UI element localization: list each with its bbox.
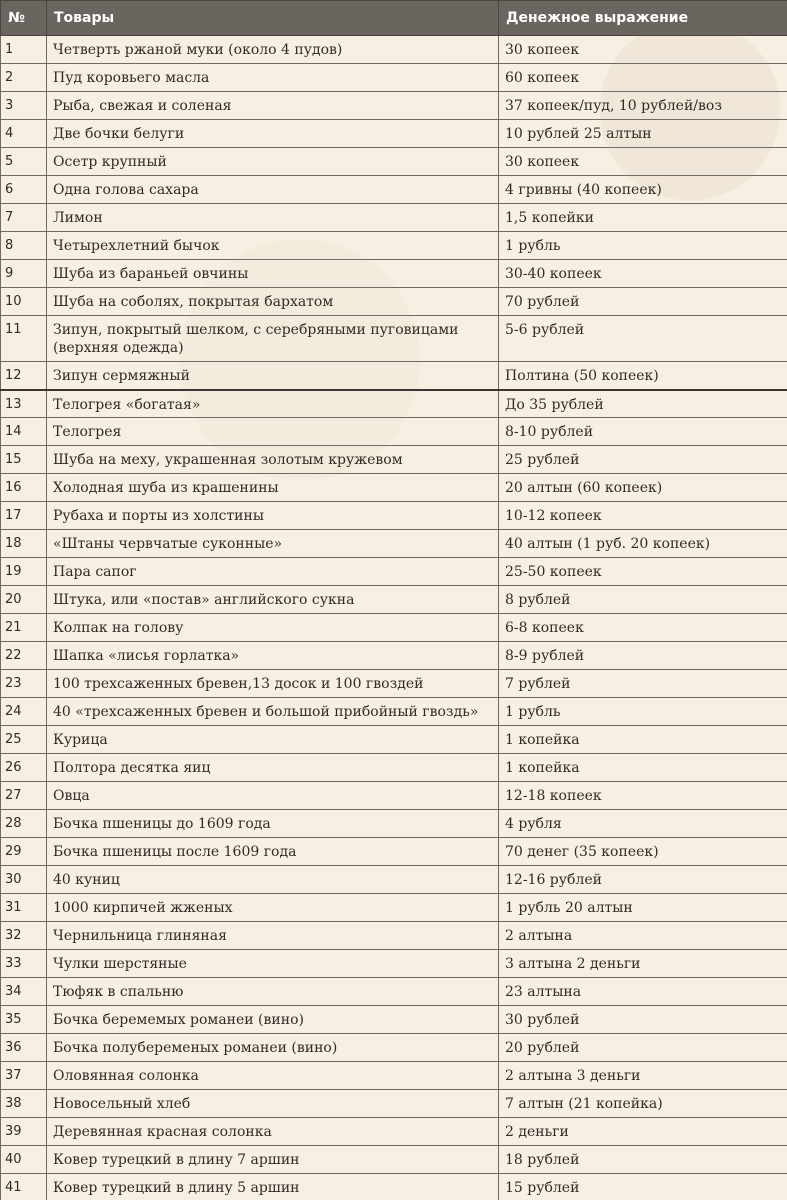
- row-number: 35: [5, 1012, 22, 1027]
- row-price: 15 рублей: [505, 1180, 580, 1196]
- table-row: [1, 148, 787, 176]
- row-item: Одна голова сахара: [53, 182, 199, 198]
- row-item-cell: [47, 390, 499, 418]
- row-number: 39: [5, 1124, 22, 1139]
- row-item-cell: [47, 698, 499, 726]
- row-number: 14: [5, 424, 22, 439]
- row-number: 16: [5, 480, 22, 495]
- table-row: [1, 894, 787, 922]
- row-price-cell: [499, 204, 787, 232]
- row-number: 37: [5, 1068, 22, 1083]
- row-item: Осетр крупный: [53, 154, 167, 170]
- row-price-cell: [499, 120, 787, 148]
- row-item-cell: [47, 586, 499, 614]
- row-item: Бочка беремемых романеи (вино): [53, 1012, 304, 1028]
- table-row: [1, 922, 787, 950]
- row-item-cell: [47, 418, 499, 446]
- row-price: 4 гривны (40 копеек): [505, 182, 662, 198]
- row-number-cell: [1, 586, 47, 614]
- table-row: [1, 978, 787, 1006]
- row-price: 1 рубль: [505, 704, 561, 720]
- table-row: [1, 670, 787, 698]
- row-item: Новосельный хлеб: [53, 1096, 191, 1112]
- table-row: [1, 586, 787, 614]
- row-number-cell: [1, 726, 47, 754]
- row-item-cell: [47, 288, 499, 316]
- row-number-cell: [1, 782, 47, 810]
- row-item: Холодная шуба из крашенины: [53, 480, 279, 496]
- row-number: 34: [5, 984, 22, 999]
- row-price-cell: [499, 36, 787, 64]
- row-number: 11: [5, 322, 22, 337]
- row-price: 8-9 рублей: [505, 648, 585, 664]
- row-number: 12: [5, 368, 22, 383]
- row-price: 40 алтын (1 руб. 20 копеек): [505, 536, 711, 552]
- row-number: 27: [5, 788, 22, 803]
- row-number: 30: [5, 872, 22, 887]
- row-number: 10: [5, 294, 22, 309]
- row-item-cell: [47, 446, 499, 474]
- table-row: [1, 838, 787, 866]
- table-row: [1, 1146, 787, 1174]
- row-item-cell: [47, 642, 499, 670]
- row-number: 23: [5, 676, 22, 691]
- row-price: 70 денег (35 копеек): [505, 844, 659, 860]
- row-number: 28: [5, 816, 22, 831]
- row-number-cell: [1, 1146, 47, 1174]
- row-price-cell: [499, 670, 787, 698]
- row-price: 6-8 копеек: [505, 620, 584, 636]
- row-number: 6: [5, 182, 14, 197]
- row-price: 25 рублей: [505, 452, 580, 468]
- row-number-cell: [1, 148, 47, 176]
- row-item-cell: [47, 810, 499, 838]
- row-price-cell: [499, 530, 787, 558]
- header-items: Товары: [47, 1, 499, 36]
- row-number-cell: [1, 92, 47, 120]
- row-item: Пара сапог: [53, 564, 137, 580]
- row-item: Телогрея: [53, 424, 122, 440]
- table-row: [1, 950, 787, 978]
- table-row: [1, 866, 787, 894]
- row-number: 7: [5, 210, 14, 225]
- row-item-cell: [47, 782, 499, 810]
- row-price-cell: [499, 1034, 787, 1062]
- table-row: [1, 698, 787, 726]
- row-item: Чернильница глиняная: [53, 928, 227, 944]
- row-number-cell: [1, 1006, 47, 1034]
- row-price-cell: [499, 586, 787, 614]
- row-price-cell: [499, 1146, 787, 1174]
- row-price-cell: [499, 260, 787, 288]
- row-number: 4: [5, 126, 14, 141]
- table-row: [1, 1006, 787, 1034]
- table-row: [1, 474, 787, 502]
- row-price-cell: [499, 232, 787, 260]
- row-number-cell: [1, 502, 47, 530]
- row-item-cell: [47, 1174, 499, 1200]
- row-price: 7 алтын (21 копейка): [505, 1096, 663, 1112]
- row-item-cell: [47, 978, 499, 1006]
- row-price: 4 рубля: [505, 816, 562, 832]
- row-price: 1 рубль: [505, 238, 561, 254]
- table-header: [1, 1, 787, 36]
- header-row: [1, 1, 787, 36]
- row-number-cell: [1, 866, 47, 894]
- table-row: [1, 120, 787, 148]
- row-item-cell: [47, 120, 499, 148]
- row-item-cell: [47, 1062, 499, 1090]
- row-number: 9: [5, 266, 14, 281]
- table-row: [1, 1118, 787, 1146]
- row-item: Деревянная красная солонка: [53, 1124, 272, 1140]
- row-number-cell: [1, 176, 47, 204]
- row-number: 26: [5, 760, 22, 775]
- row-number-cell: [1, 288, 47, 316]
- row-price-cell: [499, 64, 787, 92]
- row-item: Зипун сермяжный: [53, 368, 190, 384]
- row-item: 100 трехсаженных бревен,13 досок и 100 гвоздей: [53, 676, 424, 692]
- row-item: 1000 кирпичей жженых: [53, 900, 233, 916]
- row-item: Рубаха и порты из холстины: [53, 508, 264, 524]
- row-price-cell: [499, 614, 787, 642]
- row-price: 30 рублей: [505, 1012, 580, 1028]
- row-number: 1: [5, 42, 14, 57]
- table-row: [1, 418, 787, 446]
- row-item-cell: [47, 474, 499, 502]
- row-price-cell: [499, 838, 787, 866]
- row-price: 30 копеек: [505, 42, 580, 58]
- table-row: [1, 316, 787, 362]
- row-item-cell: [47, 260, 499, 288]
- row-item-cell: [47, 922, 499, 950]
- row-item: Бочка пшеницы до 1609 года: [53, 816, 271, 832]
- row-price-cell: [499, 726, 787, 754]
- row-number: 19: [5, 564, 22, 579]
- row-item: «Штаны червчатые суконные»: [53, 536, 283, 552]
- row-price: До 35 рублей: [505, 396, 604, 413]
- row-price: 30-40 копеек: [505, 266, 602, 282]
- row-number-cell: [1, 64, 47, 92]
- row-item-cell: [47, 232, 499, 260]
- row-number-cell: [1, 1174, 47, 1200]
- row-price: Полтина (50 копеек): [505, 368, 659, 384]
- table-row: [1, 642, 787, 670]
- row-item: Лимон: [53, 210, 103, 226]
- row-item-cell: [47, 36, 499, 64]
- row-price-cell: [499, 810, 787, 838]
- table-row: [1, 232, 787, 260]
- row-item-cell: [47, 614, 499, 642]
- row-item: Пуд коровьего масла: [53, 70, 210, 86]
- row-number-cell: [1, 978, 47, 1006]
- table-row: [1, 810, 787, 838]
- row-number: 17: [5, 508, 22, 523]
- row-price-cell: [499, 950, 787, 978]
- row-price-cell: [499, 1062, 787, 1090]
- row-price-cell: [499, 316, 787, 362]
- row-number-cell: [1, 698, 47, 726]
- row-item-cell: [47, 754, 499, 782]
- row-price: 1 рубль 20 алтын: [505, 900, 633, 916]
- row-price: 5-6 рублей: [505, 322, 585, 338]
- table-row: [1, 1090, 787, 1118]
- table-row: [1, 176, 787, 204]
- row-price: 37 копеек/пуд, 10 рублей/воз: [505, 98, 722, 114]
- row-item: Курица: [53, 732, 108, 748]
- row-price-cell: [499, 754, 787, 782]
- row-number-cell: [1, 474, 47, 502]
- row-item: Две бочки белуги: [53, 126, 185, 142]
- row-price: 8-10 рублей: [505, 424, 594, 440]
- row-price-cell: [499, 148, 787, 176]
- row-price-cell: [499, 288, 787, 316]
- row-price: 25-50 копеек: [505, 564, 602, 580]
- row-price-cell: [499, 390, 787, 418]
- row-item-cell: [47, 316, 499, 362]
- row-price-cell: [499, 782, 787, 810]
- row-item-cell: [47, 1146, 499, 1174]
- row-price: 70 рублей: [505, 294, 580, 310]
- row-item: Зипун, покрытый шелком, с серебряными пуговицами (верхняя одежда): [53, 322, 459, 356]
- row-number-cell: [1, 838, 47, 866]
- row-item-cell: [47, 148, 499, 176]
- table-row: [1, 446, 787, 474]
- table-row: [1, 1034, 787, 1062]
- row-number-cell: [1, 362, 47, 390]
- row-item-cell: [47, 1090, 499, 1118]
- header-number: №: [1, 1, 47, 36]
- row-number: 15: [5, 452, 22, 467]
- row-number: 22: [5, 648, 22, 663]
- row-item-cell: [47, 92, 499, 120]
- row-price-cell: [499, 894, 787, 922]
- row-number-cell: [1, 1090, 47, 1118]
- row-number: 24: [5, 704, 22, 719]
- row-price-cell: [499, 176, 787, 204]
- row-item: Полтора десятка яиц: [53, 760, 211, 776]
- table-body: [1, 36, 787, 1200]
- row-number-cell: [1, 922, 47, 950]
- row-price-cell: [499, 362, 787, 390]
- row-number: 41: [5, 1180, 22, 1195]
- row-number: 33: [5, 956, 22, 971]
- row-price: 8 рублей: [505, 592, 571, 608]
- row-item: 40 «трехсаженных бревен и большой прибойный гвоздь»: [53, 704, 479, 720]
- row-number: 32: [5, 928, 22, 943]
- row-price-cell: [499, 474, 787, 502]
- row-number-cell: [1, 390, 47, 418]
- row-item-cell: [47, 530, 499, 558]
- row-item: Шуба из бараньей овчины: [53, 266, 249, 282]
- row-price: 2 алтына: [505, 928, 573, 944]
- row-number: 18: [5, 536, 22, 551]
- row-price: 3 алтына 2 деньги: [505, 956, 641, 972]
- row-price: 2 алтына 3 деньги: [505, 1068, 641, 1084]
- row-item-cell: [47, 204, 499, 232]
- table-row: [1, 530, 787, 558]
- row-price-cell: [499, 642, 787, 670]
- row-number: 40: [5, 1152, 22, 1167]
- row-number: 8: [5, 238, 14, 253]
- row-price-cell: [499, 978, 787, 1006]
- row-item: Шуба на соболях, покрытая бархатом: [53, 294, 334, 310]
- row-item: Четверть ржаной муки (около 4 пудов): [53, 42, 343, 58]
- row-number: 21: [5, 620, 22, 635]
- row-number-cell: [1, 530, 47, 558]
- row-price-cell: [499, 1006, 787, 1034]
- row-price: 30 копеек: [505, 154, 580, 170]
- row-number: 3: [5, 98, 14, 113]
- row-price: 12-18 копеек: [505, 788, 602, 804]
- row-price-cell: [499, 866, 787, 894]
- row-number: 36: [5, 1040, 22, 1055]
- row-item: Бочка пшеницы после 1609 года: [53, 844, 297, 860]
- row-price-cell: [499, 92, 787, 120]
- row-price: 23 алтына: [505, 984, 582, 1000]
- row-item-cell: [47, 1006, 499, 1034]
- row-price: 18 рублей: [505, 1152, 580, 1168]
- row-item: Ковер турецкий в длину 7 аршин: [53, 1152, 300, 1168]
- row-number: 5: [5, 154, 14, 169]
- row-item-cell: [47, 894, 499, 922]
- row-item: Оловянная солонка: [53, 1068, 199, 1084]
- row-number-cell: [1, 894, 47, 922]
- row-item: Бочка полубеременых романеи (вино): [53, 1040, 338, 1056]
- row-item: Рыба, свежая и соленая: [53, 98, 232, 114]
- row-item-cell: [47, 64, 499, 92]
- row-number: 13: [5, 396, 22, 412]
- table-row: [1, 1174, 787, 1200]
- row-item-cell: [47, 176, 499, 204]
- row-item-cell: [47, 362, 499, 390]
- row-item: Колпак на голову: [53, 620, 184, 636]
- row-price: 1 копейка: [505, 732, 580, 748]
- row-item-cell: [47, 866, 499, 894]
- row-item-cell: [47, 726, 499, 754]
- table-row: [1, 390, 787, 418]
- row-item: Ковер турецкий в длину 5 аршин: [53, 1180, 300, 1196]
- header-price: Денежное выражение: [499, 1, 787, 36]
- row-price: 7 рублей: [505, 676, 571, 692]
- table-row: [1, 782, 787, 810]
- row-number-cell: [1, 950, 47, 978]
- row-price-cell: [499, 698, 787, 726]
- table-row: [1, 1062, 787, 1090]
- row-item: Шапка «лисья горлатка»: [53, 648, 240, 664]
- row-price-cell: [499, 1118, 787, 1146]
- row-number: 2: [5, 70, 14, 85]
- table-row: [1, 36, 787, 64]
- row-number: 38: [5, 1096, 22, 1111]
- row-number-cell: [1, 670, 47, 698]
- row-item: Четырехлетний бычок: [53, 238, 220, 254]
- row-price-cell: [499, 558, 787, 586]
- row-item-cell: [47, 670, 499, 698]
- row-item-cell: [47, 950, 499, 978]
- row-price: 60 копеек: [505, 70, 580, 86]
- row-number-cell: [1, 642, 47, 670]
- row-item: Телогрея «богатая»: [53, 396, 201, 413]
- table-row: [1, 362, 787, 390]
- row-number-cell: [1, 316, 47, 362]
- row-price: 10-12 копеек: [505, 508, 602, 524]
- row-number-cell: [1, 36, 47, 64]
- row-number: 29: [5, 844, 22, 859]
- table-row: [1, 288, 787, 316]
- row-number-cell: [1, 558, 47, 586]
- row-item: Шуба на меху, украшенная золотым кружевом: [53, 452, 403, 468]
- row-item-cell: [47, 1118, 499, 1146]
- row-item-cell: [47, 1034, 499, 1062]
- row-item-cell: [47, 502, 499, 530]
- row-price-cell: [499, 1090, 787, 1118]
- row-number-cell: [1, 1034, 47, 1062]
- row-number: 20: [5, 592, 22, 607]
- row-price: 10 рублей 25 алтын: [505, 126, 652, 142]
- row-number-cell: [1, 754, 47, 782]
- row-price: 12-16 рублей: [505, 872, 602, 888]
- row-item: Тюфяк в спальню: [53, 984, 184, 1000]
- row-number: 31: [5, 900, 22, 915]
- row-item: 40 куниц: [53, 872, 120, 888]
- table-row: [1, 614, 787, 642]
- row-number-cell: [1, 204, 47, 232]
- table-row: [1, 726, 787, 754]
- row-price: 2 деньги: [505, 1124, 569, 1140]
- table-row: [1, 260, 787, 288]
- table-row: [1, 558, 787, 586]
- row-number: 25: [5, 732, 22, 747]
- row-number-cell: [1, 260, 47, 288]
- row-item: Овца: [53, 788, 90, 804]
- row-price: 20 алтын (60 копеек): [505, 480, 663, 496]
- row-price-cell: [499, 418, 787, 446]
- row-price: 20 рублей: [505, 1040, 580, 1056]
- table-row: [1, 204, 787, 232]
- row-item: Штука, или «постав» английского сукна: [53, 592, 355, 608]
- row-price: 1,5 копейки: [505, 210, 594, 226]
- row-price-cell: [499, 922, 787, 950]
- row-number-cell: [1, 418, 47, 446]
- row-number-cell: [1, 232, 47, 260]
- row-number-cell: [1, 810, 47, 838]
- row-number-cell: [1, 120, 47, 148]
- row-number-cell: [1, 1118, 47, 1146]
- row-item: Чулки шерстяные: [53, 956, 187, 972]
- table-row: [1, 64, 787, 92]
- row-price-cell: [499, 446, 787, 474]
- table-row: [1, 92, 787, 120]
- row-number-cell: [1, 446, 47, 474]
- row-item-cell: [47, 838, 499, 866]
- row-price-cell: [499, 502, 787, 530]
- row-price-cell: [499, 1174, 787, 1200]
- table-row: [1, 502, 787, 530]
- row-price: 1 копейка: [505, 760, 580, 776]
- row-item-cell: [47, 558, 499, 586]
- table-row: [1, 754, 787, 782]
- row-number-cell: [1, 614, 47, 642]
- row-number-cell: [1, 1062, 47, 1090]
